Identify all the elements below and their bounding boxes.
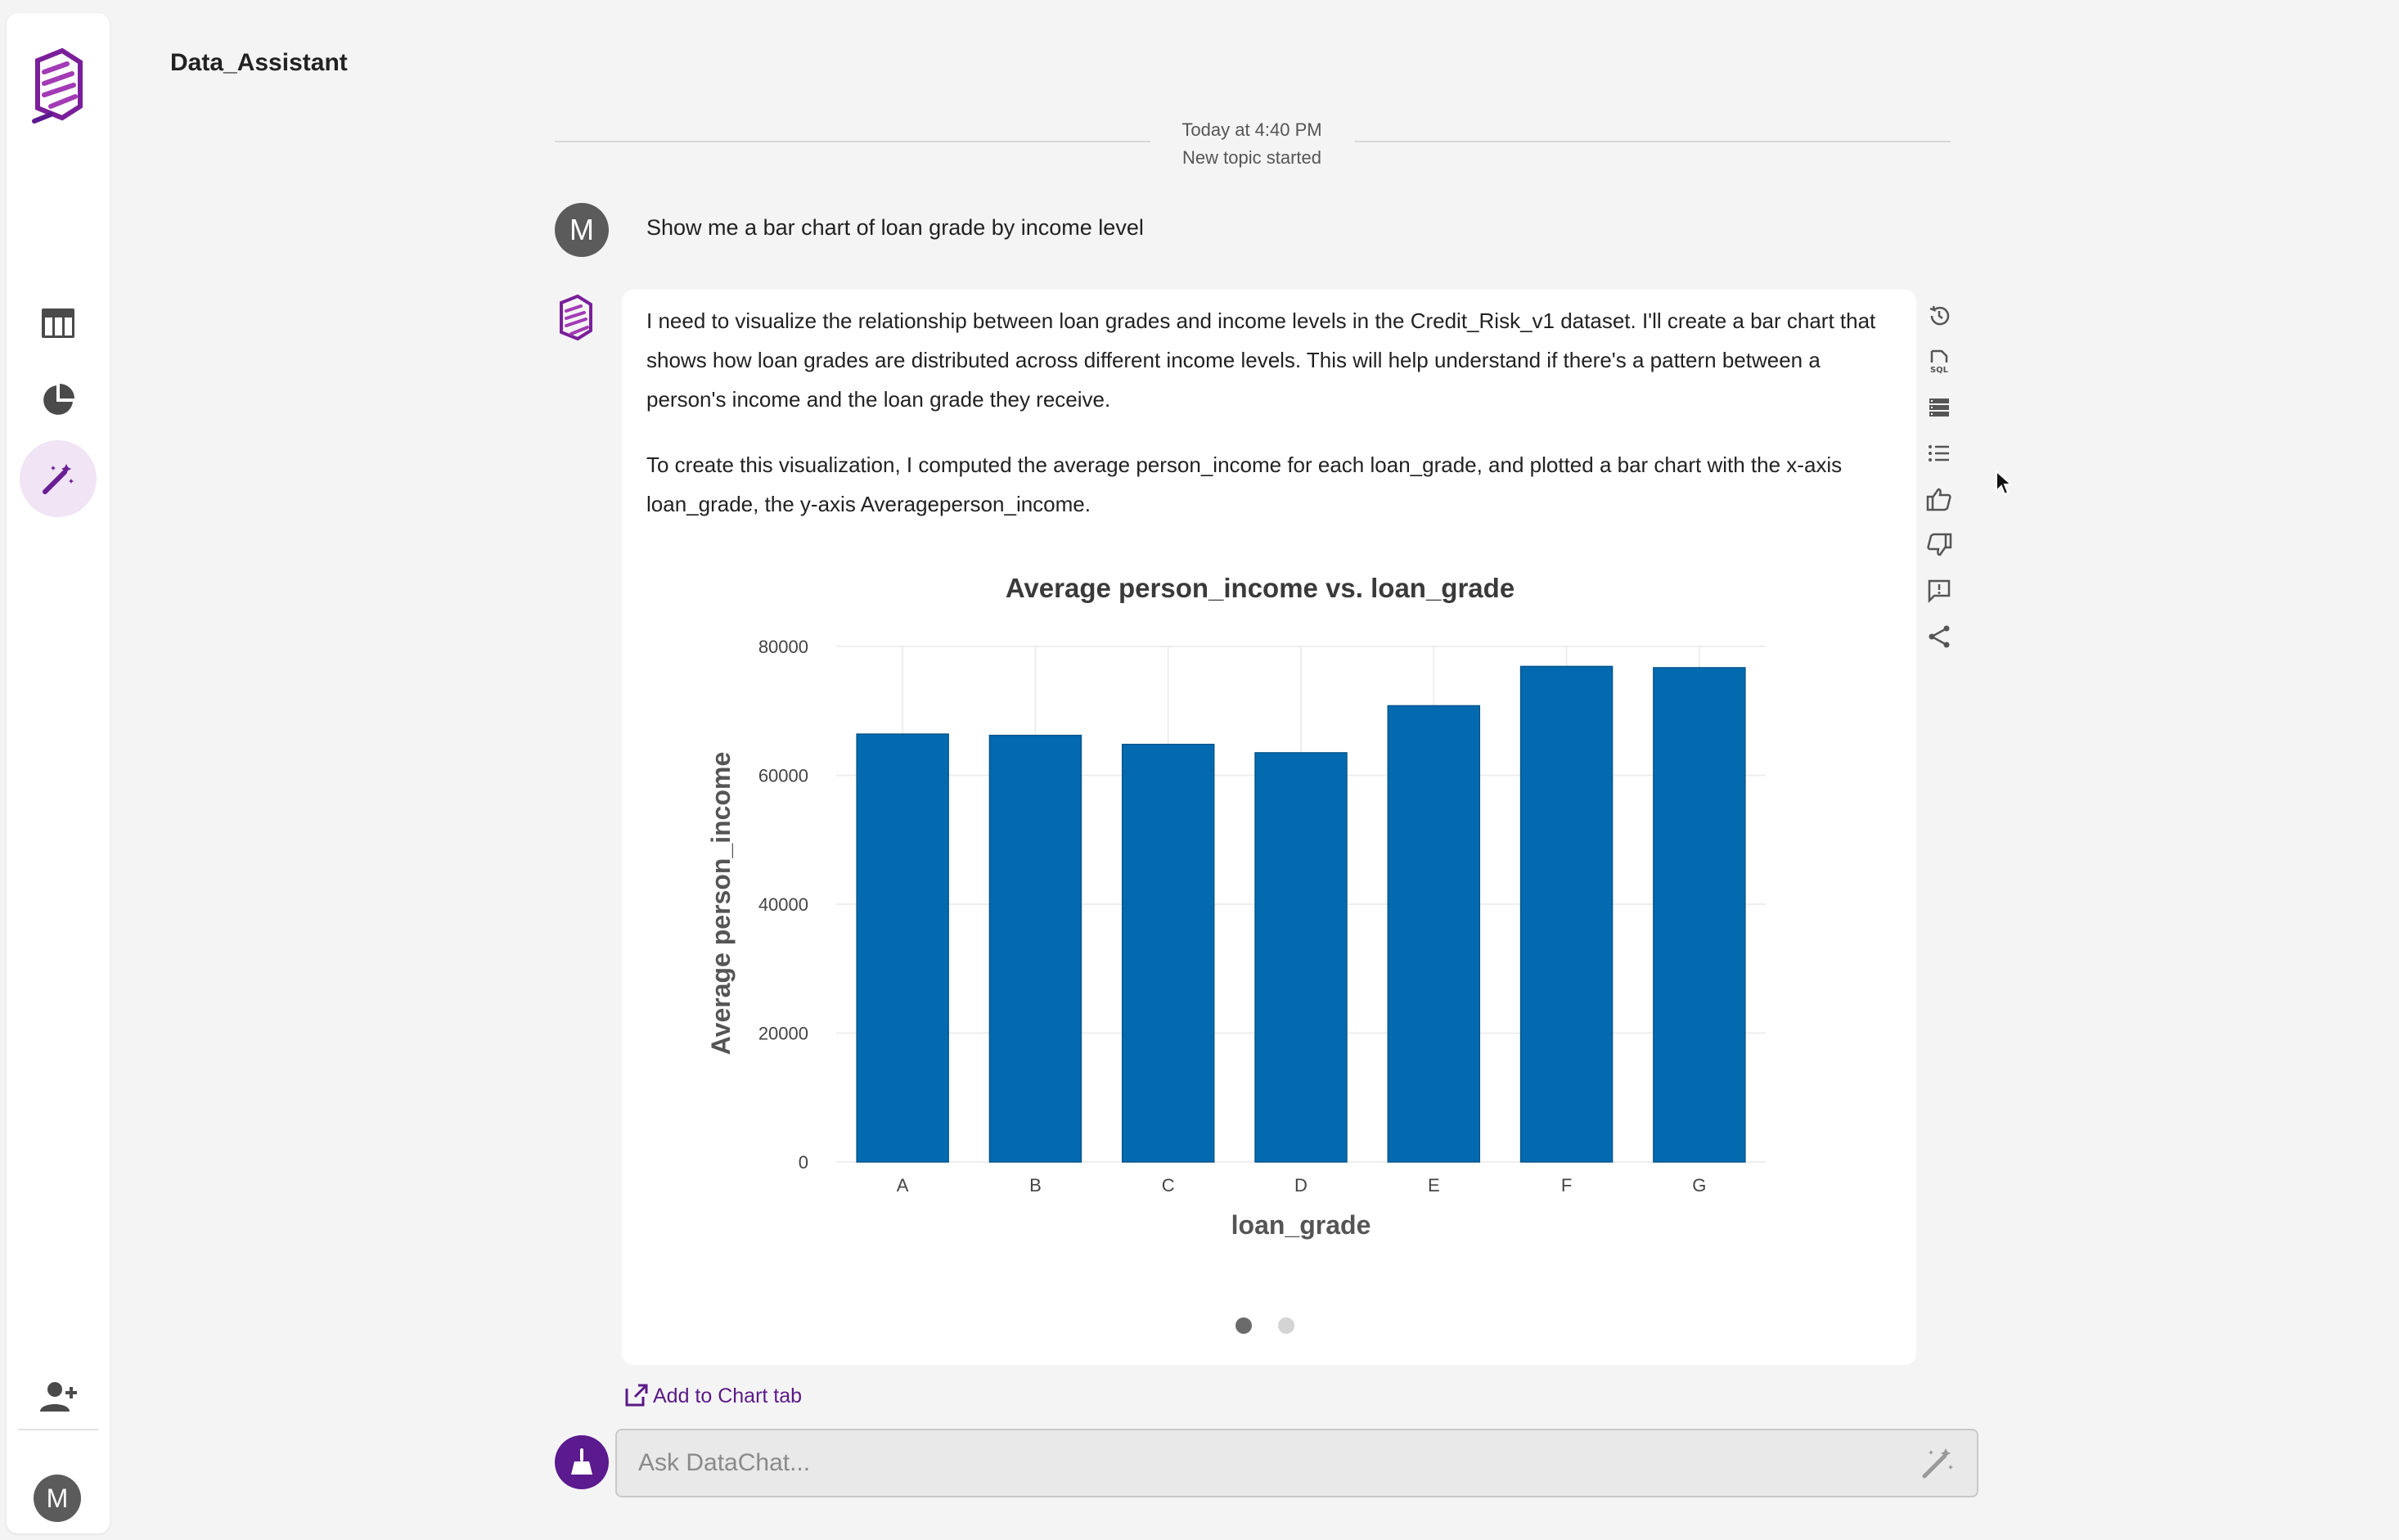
assistant-response-card <box>622 290 1916 1365</box>
x-tick-label: C <box>1161 1175 1175 1196</box>
y-tick-label: 40000 <box>758 894 808 915</box>
divider-right <box>1355 141 1951 142</box>
add-to-chart-tab-link[interactable] <box>623 1383 802 1409</box>
thumbs-down-icon <box>1926 533 1952 557</box>
sidebar-item-dashboard[interactable] <box>20 362 97 439</box>
dataset-icon <box>1927 395 1951 420</box>
user-message: Show me a bar chart of loan grade by income level <box>646 215 1144 240</box>
table-icon <box>41 308 75 339</box>
feedback-button[interactable] <box>1921 573 1957 609</box>
bar-D[interactable] <box>1255 753 1347 1162</box>
svg-text:SQL: SQL <box>1929 366 1949 374</box>
timestamp: Today at 4:40 PM <box>1181 119 1322 140</box>
y-tick-label: 20000 <box>758 1023 808 1044</box>
chart-carousel <box>1236 1317 1294 1334</box>
y-tick-label: 0 <box>798 1152 808 1173</box>
thumbs-up-button[interactable] <box>1921 481 1957 517</box>
page-title: Data_Assistant <box>170 49 348 76</box>
x-tick-label: B <box>1029 1175 1042 1196</box>
mouse-cursor-icon <box>1995 470 2013 498</box>
message-actions <box>1921 298 1957 664</box>
share-button[interactable] <box>1921 619 1957 655</box>
account-avatar[interactable]: M <box>34 1475 81 1522</box>
chart-ylabel: Average person_income <box>706 751 736 1056</box>
bar-chart <box>622 290 1916 1304</box>
external-link-icon <box>623 1384 648 1408</box>
history-button[interactable] <box>1921 298 1957 334</box>
sql-icon <box>1927 349 1951 374</box>
clear-chat-button[interactable] <box>555 1435 609 1489</box>
y-tick-label: 60000 <box>758 765 808 786</box>
x-tick-label: F <box>1560 1175 1573 1196</box>
view-steps-button[interactable] <box>1921 435 1957 471</box>
chart-xlabel: loan_grade <box>1231 1210 1371 1240</box>
y-tick-label: 80000 <box>758 637 808 657</box>
divider-left <box>555 141 1150 142</box>
share-icon <box>1927 624 1951 649</box>
assistant-paragraph-2: To create this visualization, I computed the average person_income for each loan_grade, and plotted a bar chart with the x-axis loan_grade, the y-axis Averageperson_income. <box>646 453 1843 516</box>
assistant-logo-icon <box>553 293 597 344</box>
view-sql-button[interactable] <box>1921 344 1957 380</box>
magic-wand-icon <box>40 461 76 497</box>
sidebar-item-table[interactable] <box>20 285 97 362</box>
thumbs-down-button[interactable] <box>1921 527 1957 563</box>
view-dataset-button[interactable] <box>1921 390 1957 426</box>
bar-F[interactable] <box>1521 666 1613 1162</box>
invite-user-button[interactable] <box>20 1358 97 1435</box>
carousel-dot-1[interactable] <box>1236 1317 1252 1334</box>
pie-chart-icon <box>42 384 74 417</box>
x-tick-label: G <box>1692 1175 1707 1196</box>
list-icon <box>1927 441 1951 466</box>
chart-title: Average person_income vs. loan_grade <box>1005 573 1515 603</box>
sidebar <box>7 13 110 1533</box>
bar-C[interactable] <box>1123 745 1214 1162</box>
chat-input-box <box>615 1429 1978 1497</box>
feedback-icon <box>1927 579 1951 603</box>
broom-icon <box>568 1448 596 1476</box>
carousel-dot-2[interactable] <box>1278 1317 1294 1334</box>
x-tick-label: E <box>1427 1175 1440 1196</box>
sidebar-item-assistant[interactable] <box>20 440 97 517</box>
sidebar-divider <box>18 1429 98 1430</box>
add-user-icon <box>38 1380 78 1413</box>
bar-E[interactable] <box>1388 705 1479 1162</box>
chat-input[interactable] <box>637 1442 1900 1484</box>
topic-note: New topic started <box>1182 147 1321 168</box>
assistant-paragraph-1: I need to visualize the relationship between loan grades and income levels in the Credit_Risk_v1 dataset. I'll create a bar chart that shows how loan grades are distributed across different income levels. This will help understand if there's a pattern between a person's income and the loan grade they receive. <box>646 308 1876 412</box>
history-icon <box>1927 304 1951 328</box>
x-tick-label: A <box>896 1175 909 1196</box>
user-avatar: M <box>555 203 609 257</box>
thumbs-up-icon <box>1926 487 1952 511</box>
bar-G[interactable] <box>1654 668 1745 1162</box>
bar-A[interactable] <box>857 734 948 1162</box>
datachat-logo[interactable] <box>26 43 92 133</box>
add-to-chart-tab-label: Add to Chart tab <box>653 1384 803 1407</box>
x-tick-label: D <box>1294 1175 1308 1196</box>
bar-B[interactable] <box>989 736 1081 1162</box>
magic-wand-icon[interactable] <box>1920 1445 1956 1481</box>
